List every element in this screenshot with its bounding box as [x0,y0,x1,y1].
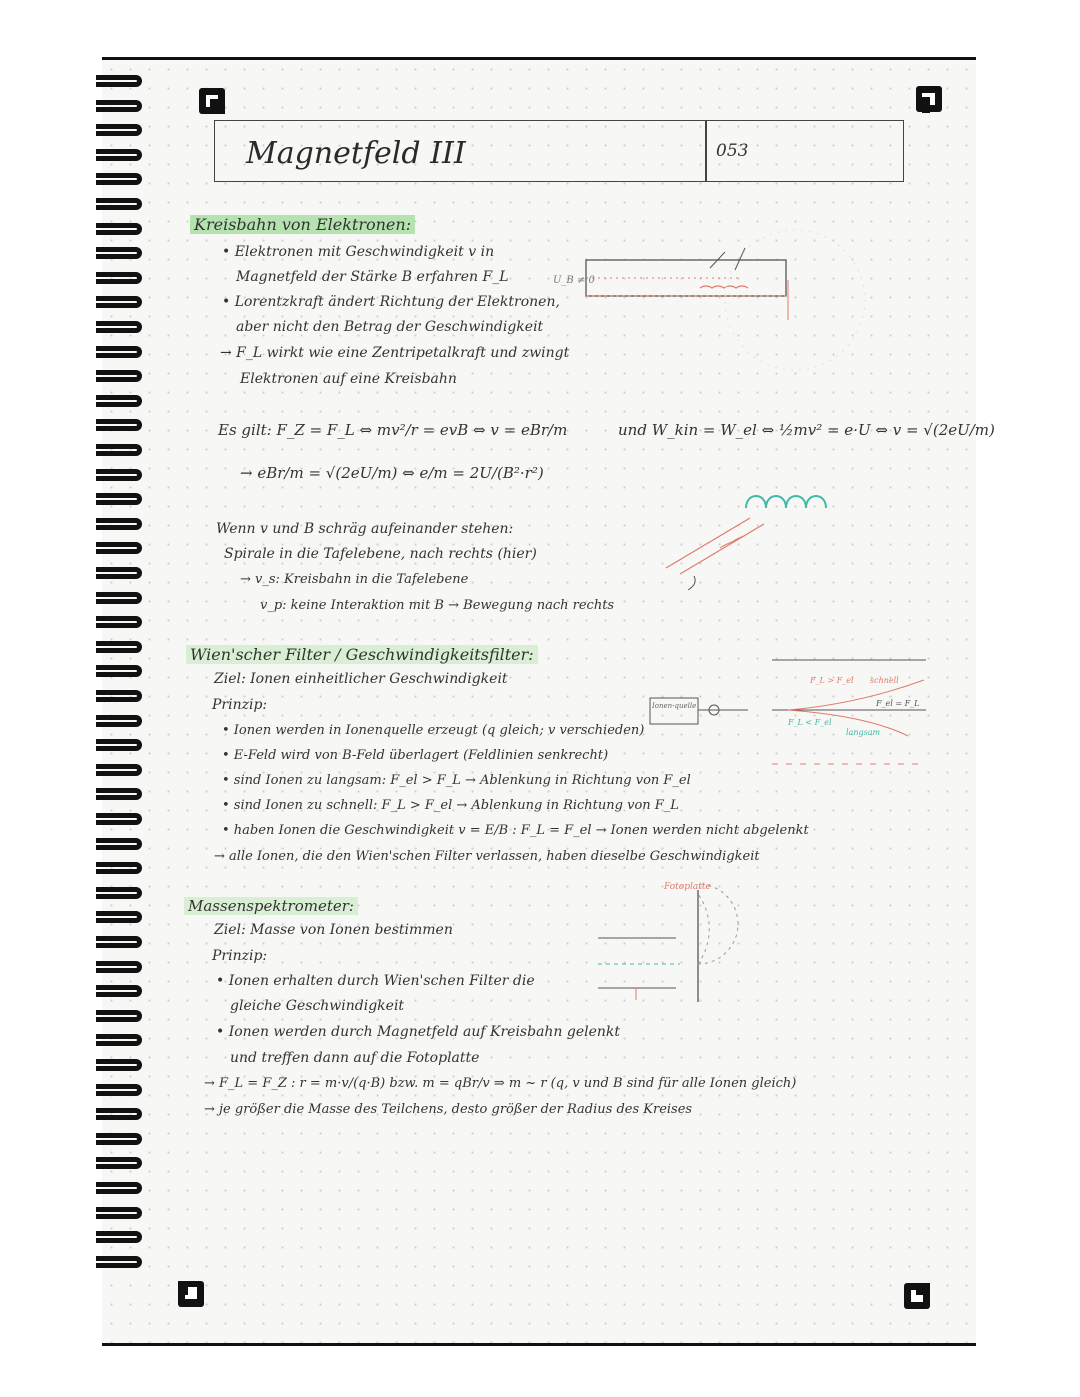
spiral-ring [96,272,144,288]
text-line: und treffen dann auf die Fotoplatte [230,1050,480,1066]
text-line: → je größer die Masse des Teilchens, desto größer der Radius des Kreises [204,1102,693,1117]
spiral-ring [96,518,144,534]
formula: → eBr/m = √(2eU/m) ⇔ e/m = 2U/(B²·r²) [240,464,544,482]
spiral-ring [96,838,144,854]
text-line: • haben Ionen die Geschwindigkeit v = E/B : F_L = F_el → Ionen werden nicht abgelenkt [222,823,809,838]
spiral-ring [96,764,144,780]
spiral-ring [96,370,144,386]
text-line: • sind Ionen zu langsam: F_el > F_L → Ablenkung in Richtung von F_el [222,773,691,788]
spiral-ring [96,173,144,189]
text-line: Prinzip: [212,697,268,713]
text-line: Magnetfeld der Stärke B erfahren F_L [236,269,509,285]
spiral-ring [96,247,144,263]
corner-marker-bottom-right [904,1283,930,1309]
text-line: • Lorentzkraft ändert Richtung der Elektronen, [222,294,560,310]
spiral-ring [96,75,144,91]
spiral-ring [96,715,144,731]
section-heading-kreisbahn: Kreisbahn von Elektronen: [190,215,415,234]
text-line: → alle Ionen, die den Wien'schen Filter verlassen, haben dieselbe Geschwindigkeit [214,849,760,864]
spiral-ring [96,1010,144,1026]
text-line: • sind Ionen zu schnell: F_L > F_el → Ablenkung in Richtung von F_L [222,798,679,813]
spiral-ring [96,1034,144,1050]
text-line: gleiche Geschwindigkeit [230,998,405,1014]
spiral-ring [96,1108,144,1124]
spiral-ring [96,862,144,878]
corner-marker-top-right [916,86,942,112]
spiral-ring [96,592,144,608]
sketch-label: schnell [870,676,899,685]
mass-spectrometer-sketch [596,880,816,1010]
text-line: • Ionen erhalten durch Wien'schen Filter die [216,973,535,989]
spiral-ring [96,1256,144,1272]
spiral-ring [96,346,144,362]
spiral-ring [96,665,144,681]
spiral-ring [96,985,144,1001]
page-title: Magnetfeld III [246,136,466,171]
text-line: Ziel: Masse von Ionen bestimmen [214,922,453,938]
spiral-ring [96,1231,144,1247]
sketch-label: U_B ≠ 0 [553,275,595,286]
spiral-ring [96,124,144,140]
title-divider [705,121,707,181]
spiral-ring [96,690,144,706]
spiral-ring [96,1207,144,1223]
spiral-ring [96,788,144,804]
sketch-label: F_L < F_el [788,718,832,727]
spiral-ring [96,321,144,337]
formula: und W_kin = W_el ⇔ ½mv² = e·U ⇔ v = √(2eU/m) [618,421,995,439]
text-line: → F_L wirkt wie eine Zentripetalkraft und zwingt [220,345,570,361]
spiral-ring [96,961,144,977]
spiral-ring [96,542,144,558]
spiral-ring [96,395,144,411]
spiral-ring [96,493,144,509]
spiral-ring [96,149,144,165]
spiral-ring [96,616,144,632]
spiral-ring [96,936,144,952]
text-line: Prinzip: [212,948,268,964]
spiral-ring [96,1059,144,1075]
sketch-label: Fotoplatte [664,882,711,892]
spiral-ring [96,419,144,435]
text-line: • Elektronen mit Geschwindigkeit v in [222,244,495,260]
spiral-path-sketch [660,478,850,598]
section-heading-massenspektrometer: Massenspektrometer: [184,897,358,915]
sketch-label: F_el = F_L [876,699,920,708]
spiral-ring [96,469,144,485]
spiral-ring [96,887,144,903]
corner-marker-bottom-left [178,1281,204,1307]
spiral-ring [96,296,144,312]
corner-marker-top-left [199,88,225,114]
spiral-ring [96,739,144,755]
text-line: → F_L = F_Z : r = m·v/(q·B) bzw. m = qBr/v ⇒ m ~ r (q, v und B sind für alle Ionen gleich) [204,1076,797,1091]
text-line: → v_s: Kreisbahn in die Tafelebene [240,572,469,587]
spiral-ring [96,813,144,829]
text-line: aber nicht den Betrag der Geschwindigkeit [236,319,544,335]
text-line: • E-Feld wird von B-Feld überlagert (Feldlinien senkrecht) [222,748,609,763]
section-heading-wien-filter: Wien'scher Filter / Geschwindigkeitsfilter: [186,645,538,664]
formula: Es gilt: F_Z = F_L ⇔ mv²/r = evB ⇔ v = eBr/m [218,421,568,439]
spiral-ring [96,444,144,460]
text-line: • Ionen werden in Ionenquelle erzeugt (q gleich; v verschieden) [222,723,645,738]
spiral-ring [96,1157,144,1173]
text-line: Wenn v und B schräg aufeinander stehen: [216,521,514,537]
text-line: v_p: keine Interaktion mit B → Bewegung nach rechts [260,598,615,613]
spiral-ring [96,1182,144,1198]
sketch-label: F_L > F_el [810,676,854,685]
spiral-ring [96,198,144,214]
text-line: • Ionen werden durch Magnetfeld auf Kreisbahn gelenkt [216,1024,621,1040]
spiral-ring [96,911,144,927]
page-number: 053 [716,141,749,161]
spiral-ring [96,641,144,657]
spiral-ring [96,567,144,583]
sketch-label: Ionen-quelle [652,702,697,710]
text-line: Ziel: Ionen einheitlicher Geschwindigkeit [214,671,508,687]
spiral-ring [96,1133,144,1149]
spiral-ring [96,223,144,239]
text-line: Elektronen auf eine Kreisbahn [240,371,457,387]
sketch-label: langsam [846,728,881,737]
spiral-ring [96,100,144,116]
text-line: Spirale in die Tafelebene, nach rechts (hier) [224,546,537,562]
spiral-ring [96,1084,144,1100]
electron-gun-sketch [560,240,820,350]
